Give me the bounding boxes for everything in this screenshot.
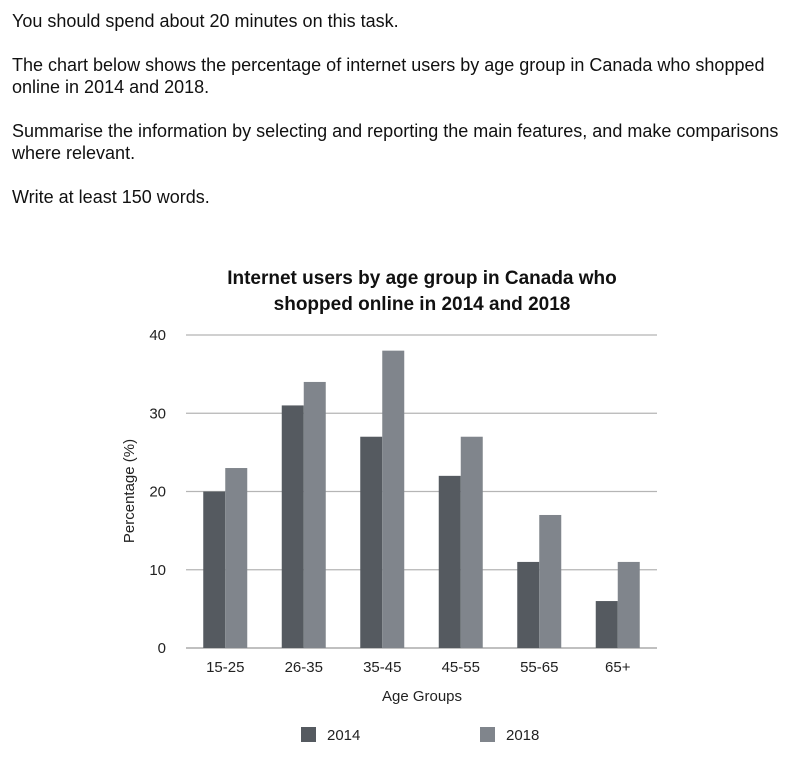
legend-swatch-2014: [301, 727, 316, 742]
y-tick-label-40: 40: [149, 327, 166, 344]
chart-title-line-1: Internet users by age group in Canada who: [227, 268, 617, 289]
legend-swatch-2018: [480, 727, 495, 742]
task-time-instruction: You should spend about 20 minutes on this task.: [12, 11, 399, 31]
bar-2014-65+: [596, 601, 618, 648]
bar-2014-45-55: [439, 476, 461, 648]
x-tick-label-15-25: 15-25: [206, 659, 245, 676]
y-tick-label-30: 30: [149, 405, 166, 423]
chart-title-line-2: shopped online in 2014 and 2018: [273, 294, 571, 315]
bar-layer: [203, 351, 640, 648]
y-tick-label-0: 0: [157, 640, 166, 657]
y-tick-label-10: 10: [149, 561, 166, 579]
bar-2014-26-35: [282, 405, 304, 648]
y-tick-label-20: 20: [149, 483, 166, 501]
task-word-count: Write at least 150 words.: [12, 187, 210, 207]
x-tick-label-26-35: 26-35: [284, 659, 323, 676]
bar-2014-15-25: [203, 492, 225, 649]
bar-2014-55-65: [517, 562, 539, 648]
bar-2018-26-35: [304, 382, 326, 648]
y-axis-label: Percentage (%): [121, 438, 138, 544]
task-summary-instruction: Summarise the information by selecting and reporting the main features, and make comparisons where relevant.: [12, 121, 779, 163]
legend: [301, 727, 539, 744]
x-tick-label-45-55: 45-55: [441, 659, 480, 676]
bar-2014-35-45: [360, 437, 382, 648]
x-tick-label-35-45: 35-45: [363, 659, 402, 676]
grid-layer: [186, 335, 657, 648]
bar-2018-55-65: [539, 515, 561, 648]
bar-2018-45-55: [461, 437, 483, 648]
bar-2018-65+: [618, 562, 640, 648]
bar-2018-35-45: [382, 351, 404, 648]
x-tick-label-65+: 65+: [605, 659, 631, 676]
legend-label-2014: 2014: [327, 727, 361, 744]
legend-label-2018: 2018: [506, 727, 540, 744]
x-tick-label-55-65: 55-65: [520, 659, 559, 676]
task-chart-description: The chart below shows the percentage of internet users by age group in Canada who shopped online in 2014 and 2018.: [12, 55, 765, 97]
bar-2018-15-25: [225, 468, 247, 648]
x-axis-label: Age Groups: [381, 688, 463, 705]
